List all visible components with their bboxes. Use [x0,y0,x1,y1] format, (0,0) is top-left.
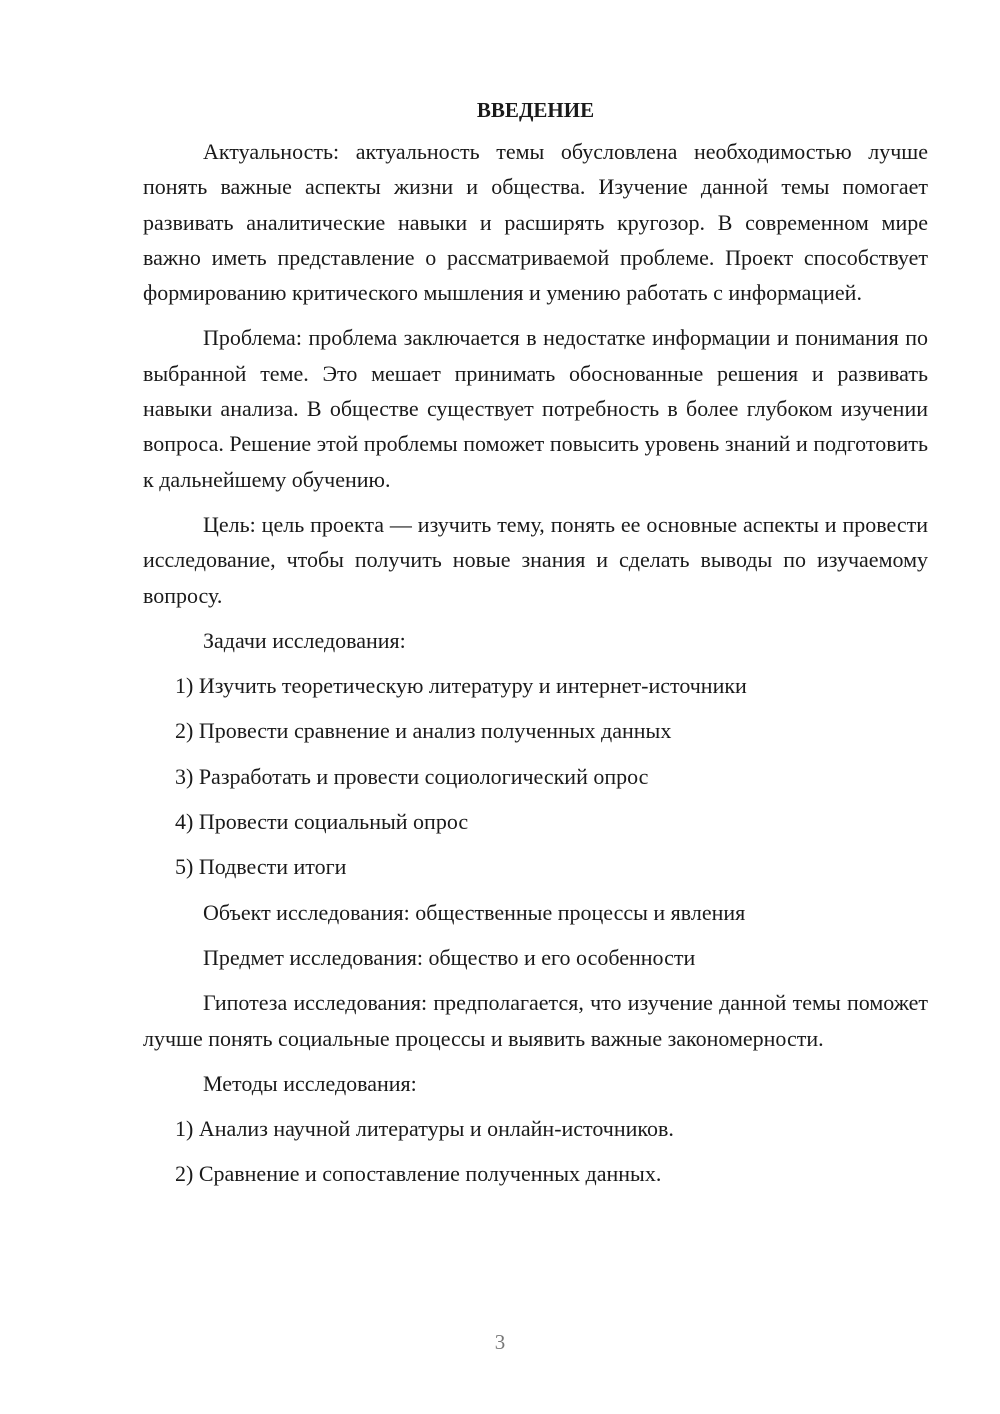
hypothesis-paragraph: Гипотеза исследования: предполагается, что изучение данной темы поможет лучше понять социальные процессы и выявить важные закономерности. [143,990,928,1051]
relevance-paragraph: Актуальность: актуальность темы обусловлена необходимостью лучше понять важные аспекты жизни и общества. Изучение данной темы помогает развивать аналитические навыки и расширять кругозор. В современном мире важно иметь представление о рассматриваемой проблеме. Проект способствует формированию критического мышления и умению работать с информацией. [143,139,928,306]
page-content [143,92,928,1202]
goal-paragraph: Цель: цель проекта — изучить тему, понять ее основные аспекты и провести исследование, чтобы получить новые знания и сделать выводы по изучаемому вопросу. [143,511,928,608]
task-item: 5) Подвести итоги [175,854,347,880]
page-number: 3 [494,1330,506,1354]
task-item: 1) Изучить теоретическую литературу и интернет-источники [175,673,747,699]
tasks-list [143,668,928,884]
methods-list [143,1111,928,1192]
method-item: 1) Анализ научной литературы и онлайн-источников. [175,1116,674,1142]
research-object: Объект исследования: общественные процессы и явления [203,899,746,925]
task-item: 2) Провести сравнение и анализ полученных данных [175,718,672,744]
tasks-title: Задачи исследования: [203,627,406,653]
problem-paragraph: Проблема: проблема заключается в недостатке информации и понимания по выбранной теме. Это мешает принимать обоснованные решения и развивать навыки анализа. В обществе существует потребность в более глубоком изучении вопроса. Решение этой проблемы поможет повысить уровень знаний и подготовить к дальнейшему обучению. [143,325,928,492]
section-heading: ВВЕДЕНИЕ [476,98,595,122]
research-subject: Предмет исследования: общество и его особенности [203,944,696,970]
methods-title: Методы исследования: [203,1070,417,1096]
task-item: 3) Разработать и провести социологический опрос [175,763,649,789]
method-item: 2) Сравнение и сопоставление полученных данных. [175,1161,662,1187]
task-item: 4) Провести социальный опрос [175,809,469,835]
